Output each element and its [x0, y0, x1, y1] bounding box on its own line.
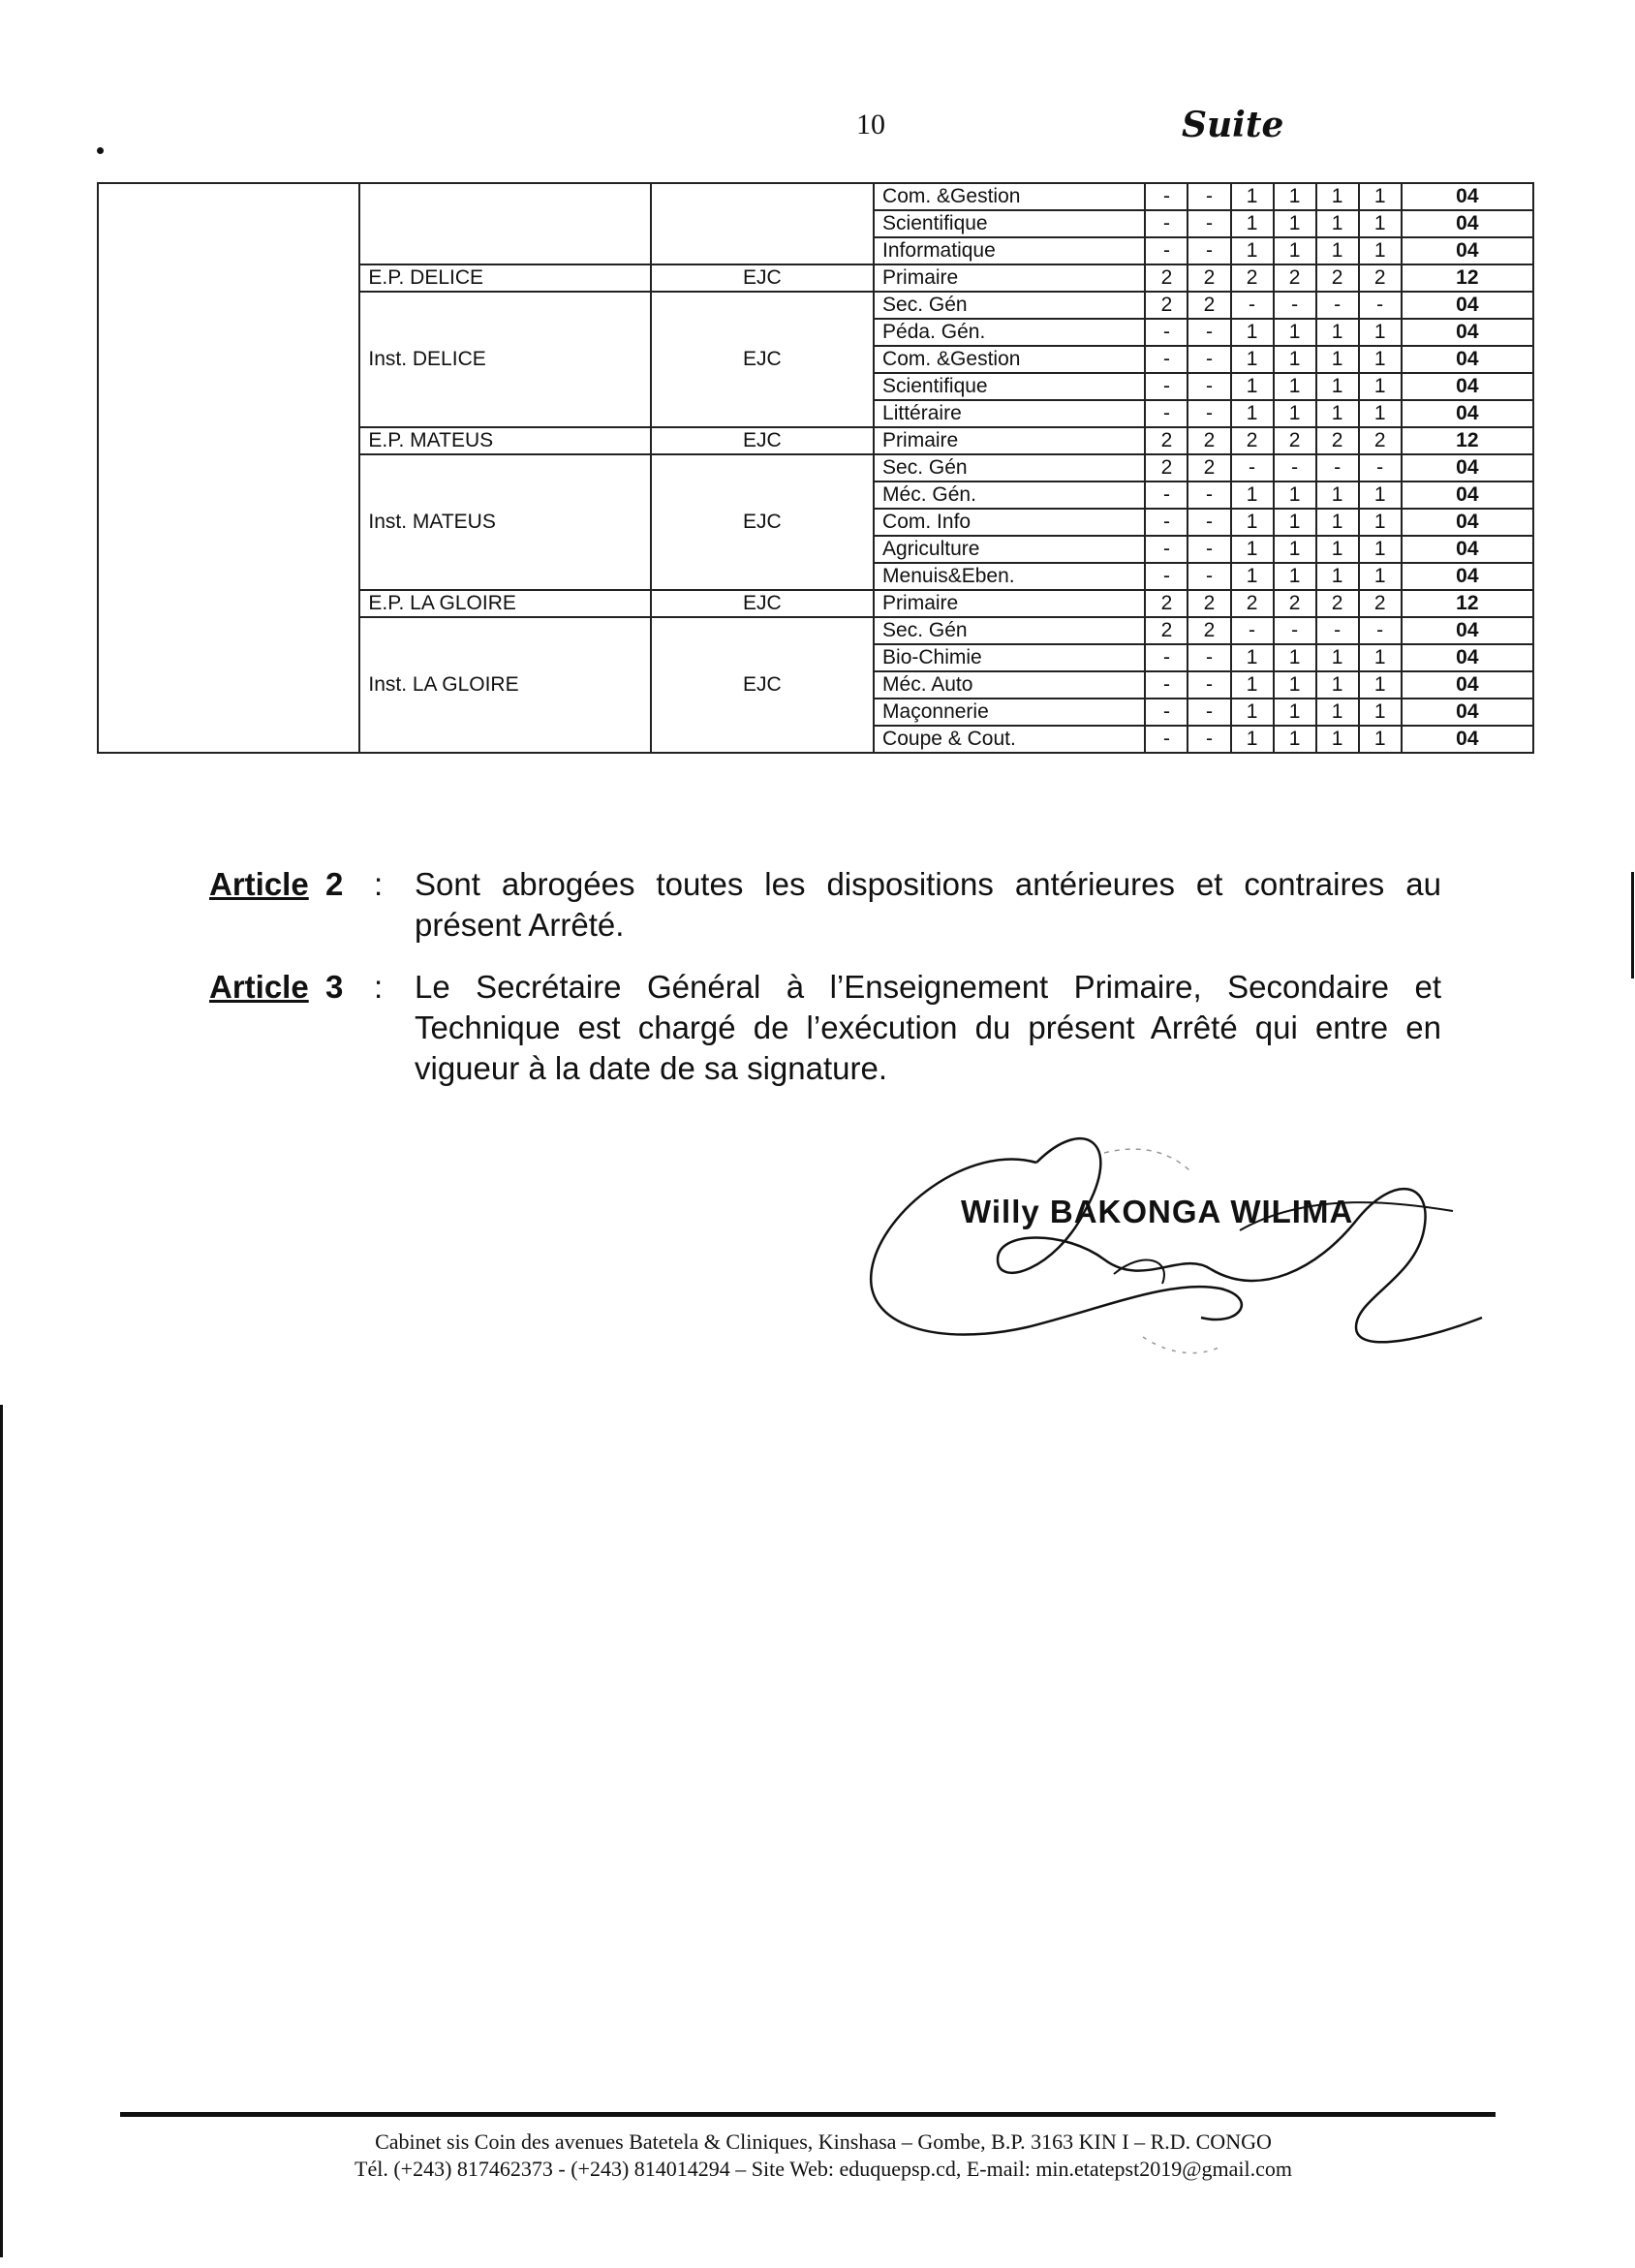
class-count-cell: 2 — [1145, 292, 1188, 319]
class-count-cell: 1 — [1274, 644, 1316, 671]
class-count-cell: - — [1188, 319, 1230, 346]
class-count-cell: 1 — [1231, 319, 1274, 346]
table-row — [98, 400, 1533, 427]
table-row — [98, 563, 1533, 590]
class-count-cell: 1 — [1316, 699, 1359, 726]
class-count-cell: - — [1231, 454, 1274, 482]
school-cell — [359, 699, 650, 726]
class-count-cell: 2 — [1145, 617, 1188, 644]
type-cell: EJC — [651, 264, 874, 292]
class-count-cell: 2 — [1231, 264, 1274, 292]
school-cell — [359, 617, 650, 644]
class-count-cell: - — [1316, 454, 1359, 482]
class-count-cell: 1 — [1359, 183, 1402, 210]
class-count-cell: 1 — [1231, 699, 1274, 726]
school-cell — [359, 563, 650, 590]
class-count-cell: - — [1188, 563, 1230, 590]
scan-edge-mark — [1631, 872, 1634, 979]
class-count-cell: 1 — [1274, 509, 1316, 536]
schools-table — [97, 182, 1534, 754]
class-count-cell: - — [1145, 210, 1188, 237]
class-count-cell: 1 — [1359, 563, 1402, 590]
class-count-cell: 2 — [1274, 427, 1316, 454]
school-cell — [359, 536, 650, 563]
region-cell — [98, 726, 359, 753]
class-count-cell: 1 — [1274, 563, 1316, 590]
region-cell — [98, 264, 359, 292]
class-count-cell: 1 — [1316, 183, 1359, 210]
total-cell: 04 — [1402, 373, 1533, 400]
class-count-cell: - — [1145, 482, 1188, 509]
total-cell: 04 — [1402, 210, 1533, 237]
total-cell: 04 — [1402, 671, 1533, 699]
table-row — [98, 292, 1533, 319]
type-cell — [651, 292, 874, 319]
class-count-cell: - — [1359, 617, 1402, 644]
class-count-cell: 1 — [1359, 671, 1402, 699]
total-cell: 04 — [1402, 237, 1533, 264]
type-cell — [651, 482, 874, 509]
class-count-cell: - — [1188, 237, 1230, 264]
section-cell: Menuis&Eben. — [874, 563, 1145, 590]
class-count-cell: 1 — [1231, 346, 1274, 373]
total-cell: 04 — [1402, 617, 1533, 644]
table-row — [98, 699, 1533, 726]
school-cell — [359, 482, 650, 509]
region-cell — [98, 617, 359, 644]
class-count-cell: 1 — [1316, 509, 1359, 536]
class-count-cell: 1 — [1316, 644, 1359, 671]
section-cell: Littéraire — [874, 400, 1145, 427]
class-count-cell: - — [1188, 671, 1230, 699]
article-number: 2 — [325, 866, 344, 902]
class-count-cell: - — [1145, 563, 1188, 590]
class-count-cell: - — [1316, 617, 1359, 644]
class-count-cell: 2 — [1316, 427, 1359, 454]
class-count-cell: - — [1188, 183, 1230, 210]
class-count-cell: - — [1188, 373, 1230, 400]
table-body — [98, 183, 1533, 753]
class-count-cell: 1 — [1231, 210, 1274, 237]
class-count-cell: - — [1274, 454, 1316, 482]
region-cell — [98, 590, 359, 617]
region-cell — [98, 210, 359, 237]
section-cell: Com. Info — [874, 509, 1145, 536]
class-count-cell: 1 — [1231, 482, 1274, 509]
class-count-cell: - — [1188, 509, 1230, 536]
article-label: Article — [209, 969, 309, 1005]
class-count-cell: 1 — [1231, 237, 1274, 264]
class-count-cell: 1 — [1359, 373, 1402, 400]
class-count-cell: 1 — [1231, 644, 1274, 671]
class-count-cell: 2 — [1145, 264, 1188, 292]
class-count-cell: 1 — [1274, 237, 1316, 264]
class-count-cell: 1 — [1231, 183, 1274, 210]
type-cell — [651, 454, 874, 482]
class-count-cell: 1 — [1359, 346, 1402, 373]
section-cell: Informatique — [874, 237, 1145, 264]
table-row — [98, 644, 1533, 671]
class-count-cell: 1 — [1316, 400, 1359, 427]
class-count-cell: - — [1145, 726, 1188, 753]
class-count-cell: 1 — [1316, 536, 1359, 563]
type-cell — [651, 183, 874, 210]
total-cell: 04 — [1402, 644, 1533, 671]
region-cell — [98, 563, 359, 590]
region-cell — [98, 346, 359, 373]
region-cell — [98, 454, 359, 482]
region-cell — [98, 536, 359, 563]
class-count-cell: 1 — [1231, 536, 1274, 563]
class-count-cell: - — [1188, 726, 1230, 753]
type-cell — [651, 319, 874, 346]
class-count-cell: - — [1145, 671, 1188, 699]
class-count-cell: - — [1145, 346, 1188, 373]
class-count-cell: - — [1188, 346, 1230, 373]
type-cell: EJC — [651, 427, 874, 454]
type-cell — [651, 237, 874, 264]
type-cell: EJC — [651, 590, 874, 617]
type-cell — [651, 617, 874, 644]
class-count-cell: 1 — [1316, 726, 1359, 753]
table-row — [98, 509, 1533, 536]
section-cell: Com. &Gestion — [874, 183, 1145, 210]
class-count-cell: 1 — [1359, 400, 1402, 427]
class-count-cell: 1 — [1359, 482, 1402, 509]
class-count-cell: - — [1188, 400, 1230, 427]
region-cell — [98, 509, 359, 536]
class-count-cell: - — [1188, 699, 1230, 726]
section-cell: Com. &Gestion — [874, 346, 1145, 373]
class-count-cell: 1 — [1316, 482, 1359, 509]
type-cell: EJC — [651, 509, 874, 536]
article-text: Le Secrétaire Général à l’Enseignement Primaire, Secondaire et Technique est chargé de l’exécution du présent Arrêté qui entre en vigueur à la date de sa signature. — [415, 969, 1441, 1086]
class-count-cell: 1 — [1359, 210, 1402, 237]
class-count-cell: 2 — [1316, 264, 1359, 292]
class-count-cell: - — [1359, 454, 1402, 482]
section-cell: Sec. Gén — [874, 292, 1145, 319]
class-count-cell: - — [1188, 210, 1230, 237]
class-count-cell: 1 — [1359, 509, 1402, 536]
footer-divider — [120, 2112, 1496, 2117]
class-count-cell: - — [1359, 292, 1402, 319]
class-count-cell: - — [1231, 292, 1274, 319]
section-cell: Maçonnerie — [874, 699, 1145, 726]
class-count-cell: - — [1145, 400, 1188, 427]
table-row — [98, 617, 1533, 644]
class-count-cell: - — [1145, 183, 1188, 210]
class-count-cell: 2 — [1188, 590, 1230, 617]
table-row — [98, 671, 1533, 699]
total-cell: 04 — [1402, 699, 1533, 726]
section-cell: Sec. Gén — [874, 454, 1145, 482]
class-count-cell: 2 — [1188, 617, 1230, 644]
class-count-cell: - — [1274, 617, 1316, 644]
section-cell: Primaire — [874, 427, 1145, 454]
section-cell: Agriculture — [874, 536, 1145, 563]
section-cell: Primaire — [874, 590, 1145, 617]
article-number: 3 — [325, 969, 344, 1005]
class-count-cell: 1 — [1274, 400, 1316, 427]
region-cell — [98, 400, 359, 427]
region-cell — [98, 319, 359, 346]
class-count-cell: - — [1145, 644, 1188, 671]
table-row — [98, 237, 1533, 264]
section-cell: Méc. Gén. — [874, 482, 1145, 509]
region-cell — [98, 292, 359, 319]
table-row — [98, 482, 1533, 509]
table-row — [98, 454, 1533, 482]
type-cell — [651, 699, 874, 726]
type-cell — [651, 536, 874, 563]
school-cell: E.P. DELICE — [359, 264, 650, 292]
section-cell: Péda. Gén. — [874, 319, 1145, 346]
school-cell — [359, 183, 650, 210]
school-cell — [359, 726, 650, 753]
school-cell — [359, 400, 650, 427]
school-cell — [359, 210, 650, 237]
total-cell: 04 — [1402, 726, 1533, 753]
total-cell: 04 — [1402, 454, 1533, 482]
table-row — [98, 346, 1533, 373]
article-colon: : — [374, 969, 384, 1005]
class-count-cell: 2 — [1145, 454, 1188, 482]
total-cell: 04 — [1402, 319, 1533, 346]
class-count-cell: - — [1188, 482, 1230, 509]
section-cell: Bio-Chimie — [874, 644, 1145, 671]
handwritten-signature — [852, 1104, 1492, 1395]
page-number: 10 — [856, 109, 885, 140]
suite-label: Suite — [1182, 105, 1284, 145]
type-cell — [651, 726, 874, 753]
region-cell — [98, 427, 359, 454]
total-cell: 04 — [1402, 563, 1533, 590]
school-cell — [359, 319, 650, 346]
class-count-cell: 2 — [1316, 590, 1359, 617]
class-count-cell: 1 — [1274, 482, 1316, 509]
class-count-cell: 1 — [1359, 536, 1402, 563]
class-count-cell: 1 — [1274, 373, 1316, 400]
class-count-cell: 2 — [1188, 292, 1230, 319]
section-cell: Sec. Gén — [874, 617, 1145, 644]
class-count-cell: 1 — [1274, 671, 1316, 699]
school-cell: Inst. DELICE — [359, 346, 650, 373]
type-cell: EJC — [651, 671, 874, 699]
total-cell: 04 — [1402, 400, 1533, 427]
table-row — [98, 264, 1533, 292]
class-count-cell: 1 — [1316, 319, 1359, 346]
table-row — [98, 427, 1533, 454]
type-cell — [651, 644, 874, 671]
class-count-cell: 1 — [1231, 563, 1274, 590]
class-count-cell: 1 — [1231, 726, 1274, 753]
total-cell: 04 — [1402, 183, 1533, 210]
region-cell — [98, 671, 359, 699]
school-cell — [359, 292, 650, 319]
class-count-cell: 1 — [1359, 319, 1402, 346]
table-row — [98, 590, 1533, 617]
class-count-cell: - — [1231, 617, 1274, 644]
class-count-cell: - — [1316, 292, 1359, 319]
total-cell: 04 — [1402, 509, 1533, 536]
type-cell: EJC — [651, 346, 874, 373]
class-count-cell: - — [1274, 292, 1316, 319]
table-row — [98, 183, 1533, 210]
class-count-cell: 1 — [1316, 563, 1359, 590]
class-count-cell: 1 — [1316, 373, 1359, 400]
class-count-cell: 1 — [1359, 726, 1402, 753]
total-cell: 04 — [1402, 536, 1533, 563]
class-count-cell: - — [1145, 373, 1188, 400]
article-colon: : — [374, 866, 384, 902]
section-cell: Méc. Auto — [874, 671, 1145, 699]
region-cell — [98, 644, 359, 671]
section-cell: Scientifique — [874, 210, 1145, 237]
total-cell: 04 — [1402, 346, 1533, 373]
type-cell — [651, 400, 874, 427]
class-count-cell: 2 — [1145, 427, 1188, 454]
class-count-cell: 2 — [1274, 590, 1316, 617]
class-count-cell: 2 — [1231, 427, 1274, 454]
total-cell: 12 — [1402, 264, 1533, 292]
class-count-cell: 1 — [1274, 536, 1316, 563]
class-count-cell: - — [1145, 536, 1188, 563]
class-count-cell: - — [1145, 509, 1188, 536]
school-cell — [359, 454, 650, 482]
class-count-cell: - — [1188, 644, 1230, 671]
school-cell: E.P. LA GLOIRE — [359, 590, 650, 617]
table-row — [98, 726, 1533, 753]
article-label: Article — [209, 866, 309, 902]
table-row — [98, 536, 1533, 563]
class-count-cell: 2 — [1359, 590, 1402, 617]
class-count-cell: 2 — [1231, 590, 1274, 617]
school-cell — [359, 644, 650, 671]
class-count-cell: 1 — [1316, 210, 1359, 237]
scan-dot — [97, 147, 104, 154]
class-count-cell: 2 — [1188, 427, 1230, 454]
class-count-cell: 1 — [1274, 210, 1316, 237]
total-cell: 04 — [1402, 482, 1533, 509]
class-count-cell: 1 — [1274, 346, 1316, 373]
class-count-cell: 2 — [1274, 264, 1316, 292]
region-cell — [98, 373, 359, 400]
class-count-cell: 1 — [1359, 699, 1402, 726]
class-count-cell: 1 — [1231, 509, 1274, 536]
table-row — [98, 373, 1533, 400]
section-cell: Primaire — [874, 264, 1145, 292]
class-count-cell: 1 — [1231, 400, 1274, 427]
total-cell: 04 — [1402, 292, 1533, 319]
footer-address: Cabinet sis Coin des avenues Batetela & Cliniques, Kinshasa – Gombe, B.P. 3163 KIN I – R.D. CONGO — [375, 2129, 1272, 2154]
class-count-cell: 1 — [1316, 671, 1359, 699]
class-count-cell: 1 — [1231, 671, 1274, 699]
class-count-cell: 1 — [1274, 699, 1316, 726]
type-cell — [651, 210, 874, 237]
type-cell — [651, 563, 874, 590]
class-count-cell: 2 — [1188, 454, 1230, 482]
class-count-cell: 1 — [1274, 726, 1316, 753]
article-text: Sont abrogées toutes les dispositions antérieures et contraires au présent Arrêté. — [415, 866, 1441, 943]
section-cell: Scientifique — [874, 373, 1145, 400]
type-cell — [651, 373, 874, 400]
region-cell — [98, 237, 359, 264]
school-cell — [359, 237, 650, 264]
signatory-name: Willy BAKONGA WILIMA — [961, 1194, 1354, 1229]
class-count-cell: 2 — [1145, 590, 1188, 617]
scan-edge-mark — [0, 1405, 3, 2257]
school-cell: E.P. MATEUS — [359, 427, 650, 454]
class-count-cell: 1 — [1359, 237, 1402, 264]
total-cell: 12 — [1402, 427, 1533, 454]
class-count-cell: 1 — [1231, 373, 1274, 400]
class-count-cell: 1 — [1316, 346, 1359, 373]
school-cell — [359, 373, 650, 400]
class-count-cell: 1 — [1359, 644, 1402, 671]
region-cell — [98, 183, 359, 210]
class-count-cell: - — [1188, 536, 1230, 563]
school-cell: Inst. LA GLOIRE — [359, 671, 650, 699]
table-row — [98, 319, 1533, 346]
class-count-cell: 2 — [1188, 264, 1230, 292]
region-cell — [98, 699, 359, 726]
class-count-cell: - — [1145, 237, 1188, 264]
class-count-cell: - — [1145, 699, 1188, 726]
section-cell: Coupe & Cout. — [874, 726, 1145, 753]
school-cell: Inst. MATEUS — [359, 509, 650, 536]
class-count-cell: 1 — [1274, 183, 1316, 210]
total-cell: 12 — [1402, 590, 1533, 617]
class-count-cell: - — [1145, 319, 1188, 346]
table-row — [98, 210, 1533, 237]
class-count-cell: 1 — [1316, 237, 1359, 264]
class-count-cell: 1 — [1274, 319, 1316, 346]
class-count-cell: 2 — [1359, 427, 1402, 454]
footer-contact: Tél. (+243) 817462373 - (+243) 814014294 – Site Web: eduquepsp.cd, E-mail: min.etatepst2019@gmail.com — [355, 2157, 1292, 2181]
region-cell — [98, 482, 359, 509]
class-count-cell: 2 — [1359, 264, 1402, 292]
